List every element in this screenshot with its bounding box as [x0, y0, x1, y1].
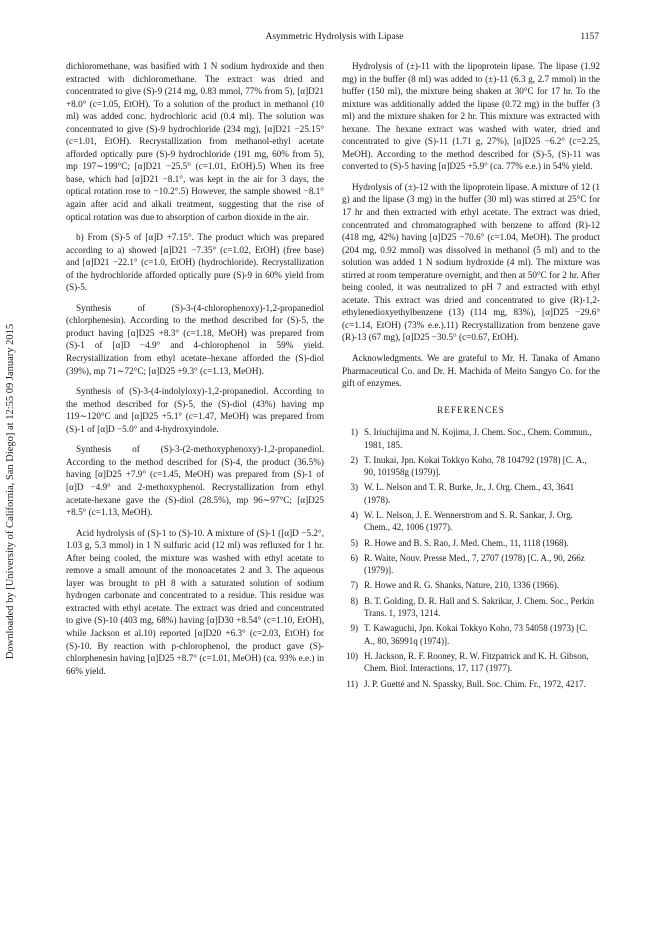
reference-number: 8): [350, 595, 358, 606]
reference-item: [342, 622, 600, 647]
reference-list: [342, 426, 600, 690]
reference-item: [342, 509, 600, 534]
reference-number: 1): [350, 427, 358, 438]
reference-item: [342, 579, 600, 591]
reference-text: W. L. Nelson, J. E. Wennerstrom and S. R. Sankar, J. Org. Chem., 42, 1006 (1977).: [364, 510, 573, 533]
paragraph: Acid hydrolysis of (S)-1 to (S)-10. A mixture of (S)-1 ([α]D −5.2°, 1.03 g, 5.3 mmol) in 1 N sulfuric acid (12 ml) was refluxed for 1 hr. After being cooled, the mixture was washed with ethyl acetate to remove a small amount of the monoacetates 2 and 3. The aqueous layer was brought to pH 8 with a saturated solution of sodium hydrogen carbonate and concentrated to a residue. This residue was extracted with ethyl acetate. The extract was dried and concentrated to give (S)-10 (403 mg, 68%) having [α]D30 +8.54° (c=1.10, EtOH), while Jackson et al.10) reported [α]D20 +6.3° (c=2.03, EtOH) for (S)-10. By reaction with p-chlorophenol, the product gave (S)-chlorphenesin having [α]D25 +8.7° (c=1.01, MeOH) (ca. 93% e.e.) in 66% yield.: [66, 527, 324, 676]
reference-item: [342, 552, 600, 577]
reference-item: [342, 426, 600, 451]
reference-number: 6): [350, 552, 358, 563]
reference-text: R. Howe and B. S. Rao, J. Med. Chem., 11, 1118 (1968).: [364, 537, 569, 548]
download-watermark: [4, 76, 18, 906]
reference-item: [342, 595, 600, 620]
right-column: [342, 60, 600, 693]
running-header: [70, 32, 599, 46]
reference-number: 9): [350, 623, 358, 634]
download-notice: Downloaded by [University of California, San Diego] at 12:55 09 January 2015: [5, 323, 17, 659]
reference-number: 4): [350, 510, 358, 520]
reference-item: [342, 678, 600, 690]
reference-number: 5): [350, 537, 358, 548]
reference-text: J. P. Guetté and N. Spassky, Bull. Soc. Chim. Fr., 1972, 4217.: [364, 678, 586, 689]
reference-text: W. L. Nelson and T. R. Burke, Jr., J. Org. Chem., 43, 3641 (1978).: [364, 482, 575, 505]
reference-number: 10): [346, 650, 358, 661]
reference-number: 7): [350, 580, 358, 591]
running-title: Asymmetric Hydrolysis with Lipase: [265, 32, 404, 42]
reference-number: 2): [350, 454, 358, 465]
reference-item: [342, 650, 600, 675]
reference-text: H. Jackson, R. F. Rooney, R. W. Fitzpatrick and K. H. Gibson, Chem. Biol. Interactions, 17, 117 (1977).: [364, 650, 589, 674]
reference-text: T. Inukai, Jpn. Kokai Tokkyo Koho, 78 104792 (1978) [C. A., 90, 101958g (1979)].: [364, 454, 587, 478]
references-heading: REFERENCES: [437, 404, 505, 415]
page-number: 1157: [580, 32, 599, 42]
paragraph: Hydrolysis of (±)-12 with the lipoprotein lipase. A mixture of 12 (1 g) and the lipase (3 mg) in the buffer (30 ml) was stirred at 25°C for 17 hr and then extracted with ethyl acetate. The extract was dried, concentrated and chromatographed with benzene to afford (R)-12 (418 mg, 42%) having [α]D25 −70.6° (c=1.04, MeOH). The product (204 mg, 0.92 mmol) was dissolved in methanol (5 ml) and to the solution was added 1 N sodium hydroxide (4 ml). The mixture was stirred at room temperature overnight, and then at 50°C for 2 hr. After being cooled, it was neutralized to pH 7 and extracted with ethyl acetate. This extract was dried and concentrated to give (R)-1,2-ethylenedioxyethylbenzene (13) (114 mg, 83%), [α]D25 −29.6° (c=1.14, EtOH) (73% e.e.).11) Recrystallization from benzene gave (R)-13 (67 mg), [α]D25 −30.5° (c=0.67, EtOH).: [342, 181, 600, 343]
reference-text: S. Iriuchijima and N. Kojima, J. Chem. Soc., Chem. Commun., 1981, 185.: [364, 427, 592, 450]
paragraph: Hydrolysis of (±)-11 with the lipoprotein lipase. The lipase (1.92 mg) in the buffer (8 ml) was added to (±)-11 (6.3 g, 2.7 mmol) in the buffer (150 ml), the mixture being shaken at 30°C for 17 hr. To the mixture was additionally added the lipase (0.72 mg) in the buffer (3 ml) and the mixture shaken for 2 hr. This mixture was extracted with hexane. The hexane extract was washed with water, dried and concentrated to give (S)-11 (1.71 g, 27%), [α]D25 −6.2° (c=2.25, MeOH). According to the method described for (S)-5, (S)-11 was converted to (S)-5 having [α]D25 +5.9° (ca. 77% e.e.) in 54% yield.: [342, 61, 600, 172]
left-column: [66, 60, 324, 685]
reference-item: [342, 454, 600, 479]
reference-item: [342, 537, 600, 549]
reference-item: [342, 481, 600, 506]
reference-text: R. Howe and R. G. Shanks, Nature, 210, 1336 (1966).: [364, 580, 559, 591]
paragraph: Synthesis of (S)-3-(2-methoxyphenoxy)-1,2-propanediol. According to the method described for (S)-4, the product (36.5%) having [α]D25 +7.9° (c=1.45, MeOH) was prepared from (S)-1 of [α]D −4.9° and 2-methoxyphenol. Recrystallization from ethyl acetate-hexane gave the (S)-diol (28.5%), mp 96∼97°C; [α]D25 +8.5° (c=1.13, MeOH).: [66, 444, 324, 518]
reference-text: B. T. Golding, D. R. Hall and S. Sakrikar, J. Chem. Soc., Perkin Trans. 1, 1973, 1214.: [364, 595, 595, 619]
paragraph: dichloromethane, was basified with 1 N sodium hydroxide and then extracted with dichloromethane. The extract was dried and concentrated to give (S)-9 (214 mg, 0.83 mmol, 77% from 5), [α]D21 +8.0° (c=1.05, EtOH). To a solution of the product in methanol (10 ml) was added conc. hydrochloric acid (0.4 ml). The solution was concentrated to give (S)-9 hydrochloride (234 mg), [α]D21 −25.15° (c=1.01, EtOH). Recrystallization from methanol-ethyl acetate afforded optically pure (S)-9 hydrochloride (191 mg, 60% from 5), mp 197∼199°C; [α]D21 −25.5° (c=1.01, EtOH).5) When its free base, which had [α]D21 −8.1°, was kept in the air for 3 days, the optical rotation rose to −10.2°.5) However, the sample showed −8.1° again after acid and alkali treatment, suggesting that the rise of optical rotation was due to absorption of carbon dioxide in the air.: [66, 61, 324, 222]
paragraph: Synthesis of (S)-3-(4-chlorophenoxy)-1,2-propanediol (chlorphenesin). According to the method described for (S)-5, the product having [α]D25 +8.3° (c=1.18, MeOH) was prepared from (S)-1 of [α]D −4.9° and 4-chlorophenol in 59% yield. Recrystallization from ethyl acetate–hexane afforded the (S)-diol (39%), mp 71∼72°C; [α]D25 +9.3° (c=1.13, MeOH).: [66, 302, 324, 376]
reference-number: 11): [346, 678, 358, 689]
paragraph: Synthesis of (S)-3-(4-indolyloxy)-1,2-propanediol. According to the method described for (S)-5, the (S)-diol (43%) having mp 119∼120°C and [α]D25 +5.1° (c=1.47, MeOH) was prepared from (S)-1 of [α]D −5.0° and 4-hydroxyindole.: [66, 386, 324, 434]
acknowledgments: Acknowledgments. We are grateful to Mr. H. Tanaka of Amano Pharmaceutical Co. and Dr. H. Machida of Meito Sangyo Co. for the gift of enzymes.: [342, 353, 600, 389]
reference-text: R. Waite, Nouv. Presse Med., 7, 2707 (1978) [C. A., 90, 266z (1979)].: [364, 552, 585, 576]
paragraph: b) From (S)-5 of [α]D +7.15°. The product which was prepared according to a) showed [α]D21 −7.35° (c=1.02, EtOH) (free base) and [α]D21 −22.1° (c=1.0, EtOH) (hydrochloride). Recrystallization of the hydrochloride afforded optically pure (S)-9 in 60% yield from (S)-5.: [66, 232, 324, 293]
reference-number: 3): [350, 482, 358, 493]
reference-text: T. Kawaguchi, Jpn. Kokai Tokkyo Koho, 73 54058 (1973) [C. A., 80, 36991q (1974)].: [364, 623, 588, 646]
